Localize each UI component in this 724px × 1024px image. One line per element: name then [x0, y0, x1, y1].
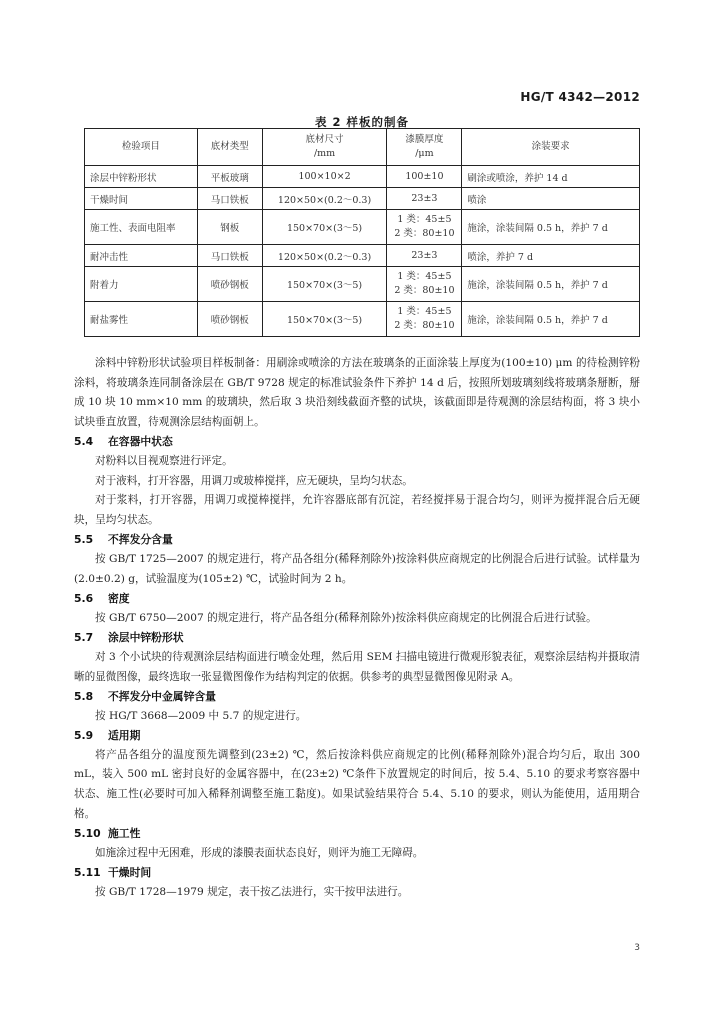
- cell-test-item: 施工性、表面电阻率: [85, 210, 198, 245]
- cell-test-item: 耐盐雾性: [85, 302, 198, 337]
- paragraph: 对于浆料，打开容器，用调刀或搅棒搅拌，允许容器底部有沉淀，若经搅拌易于混合均匀，则评为搅拌混合后无硬块，呈均匀状态。: [74, 494, 640, 526]
- header-substrate-type: 底材类型: [197, 129, 262, 166]
- cell-substrate-type: 喷砂钢板: [197, 267, 262, 302]
- section-heading: 5.10 施工性: [74, 827, 141, 841]
- table-row: [85, 245, 640, 267]
- cell-film-thickness: 23±3: [387, 245, 462, 267]
- section-heading: 5.6 密度: [74, 592, 130, 606]
- paragraph: 对 3 个小试块的待观测涂层结构面进行喷金处理，然后用 SEM 扫描电镜进行微观形貌表征，观察涂层结构并摄取清晰的显微图像，最终选取一张显微图像作为结构判定的依据。供参考的典型显微图像见附录 A。: [74, 650, 640, 683]
- table-row: [85, 188, 640, 210]
- cell-coating-requirement: 喷涂，养护 7 d: [462, 245, 640, 267]
- cell-coating-requirement: 施涂，涂装间隔 0.5 h，养护 7 d: [462, 267, 640, 302]
- cell-substrate-type: 马口铁板: [197, 245, 262, 267]
- table-title: 表 2 样板的制备: [314, 115, 409, 129]
- page-number: 3: [634, 943, 640, 953]
- section-heading: 5.4 在容器中状态: [74, 435, 173, 449]
- section-heading: 5.5 不挥发分含量: [74, 533, 173, 547]
- intro-paragraph: 涂料中锌粉形状试验项目样板制备：用刷涂或喷涂的方法在玻璃条的正面涂装上厚度为(100±10) μm 的待检测锌粉涂料，将玻璃条连同制备涂层在 GB/T 9728 规定的标准试验条件下养护 14 d 后，按照所划玻璃刻线将玻璃条掰断，掰成 10 块 10 mm×10 mm 的玻璃块，然后取 3 块沿刻线截面齐整的试块，该截面即是待观测的涂层结构面，将 3 块小试块垂直放置，待观测涂层结构面朝上。: [74, 357, 640, 428]
- cell-substrate-type: 钢板: [197, 210, 262, 245]
- paragraph: 对于液料，打开容器，用调刀或玻棒搅拌，应无硬块，呈均匀状态。: [95, 474, 413, 487]
- section-heading: 5.7 涂层中锌粉形状: [74, 631, 184, 645]
- cell-substrate-size: 150×70×(3～5): [262, 302, 387, 337]
- standard-code: HG/T 4342—2012: [520, 90, 640, 104]
- header-coating-requirement: 涂装要求: [462, 129, 640, 166]
- cell-substrate-size: 150×70×(3～5): [262, 210, 387, 245]
- cell-substrate-size: 100×10×2: [262, 166, 387, 188]
- paragraph: 如施涂过程中无困难，形成的漆膜表面状态良好，则评为施工无障碍。: [95, 846, 424, 859]
- cell-film-thickness: 1 类：45±5 2 类：80±10: [387, 267, 462, 302]
- cell-test-item: 附着力: [85, 267, 198, 302]
- paragraph: 对粉料以目视观察进行评定。: [95, 454, 233, 467]
- cell-coating-requirement: 刷涂或喷涂，养护 14 d: [462, 166, 640, 188]
- paragraph: 按 HG/T 3668—2009 中 5.7 的规定进行。: [95, 709, 307, 722]
- section-heading: 5.11 干燥时间: [74, 866, 152, 880]
- table-header-row: [85, 129, 640, 166]
- cell-test-item: 耐冲击性: [85, 245, 198, 267]
- paragraph: 按 GB/T 1725—2007 的规定进行，将产品各组分(稀释剂除外)按涂料供应商规定的比例混合后进行试验。试样量为(2.0±0.2) g，试验温度为(105±2) ℃，试验时间为 2 h。: [74, 552, 640, 585]
- section-heading: 5.8 不挥发分中金属锌含量: [74, 690, 216, 704]
- header-film-thickness: 漆膜厚度 /μm: [387, 129, 462, 166]
- table-row: [85, 302, 640, 337]
- cell-substrate-type: 喷砂钢板: [197, 302, 262, 337]
- table-row: [85, 267, 640, 302]
- cell-coating-requirement: 施涂，涂装间隔 0.5 h，养护 7 d: [462, 210, 640, 245]
- cell-coating-requirement: 施涂，涂装间隔 0.5 h，养护 7 d: [462, 302, 640, 337]
- cell-film-thickness: 100±10: [387, 166, 462, 188]
- table-row: [85, 210, 640, 245]
- cell-film-thickness: 23±3: [387, 188, 462, 210]
- cell-test-item: 干燥时间: [85, 188, 198, 210]
- cell-substrate-type: 平板玻璃: [197, 166, 262, 188]
- sample-preparation-table: [84, 128, 640, 337]
- paragraph: 按 GB/T 6750—2007 的规定进行，将产品各组分(稀释剂除外)按涂料供应商规定的比例混合后进行试验。: [95, 611, 597, 624]
- paragraph: 按 GB/T 1728—1979 规定，表干按乙法进行，实干按甲法进行。: [95, 886, 409, 899]
- header-test-item: 检验项目: [85, 129, 198, 166]
- cell-substrate-size: 150×70×(3～5): [262, 267, 387, 302]
- body-text: [74, 354, 640, 903]
- cell-film-thickness: 1 类：45±5 2 类：80±10: [387, 302, 462, 337]
- cell-film-thickness: 1 类：45±5 2 类：80±10: [387, 210, 462, 245]
- cell-test-item: 涂层中锌粉形状: [85, 166, 198, 188]
- cell-substrate-size: 120×50×(0.2～0.3): [262, 188, 387, 210]
- header-substrate-size: 底材尺寸 /mm: [262, 129, 387, 166]
- cell-substrate-size: 120×50×(0.2～0.3): [262, 245, 387, 267]
- cell-substrate-type: 马口铁板: [197, 188, 262, 210]
- section-heading: 5.9 适用期: [74, 729, 141, 743]
- paragraph: 将产品各组分的温度预先调整到(23±2) ℃，然后按涂料供应商规定的比例(稀释剂除外)混合均匀后，取出 300 mL，装入 500 mL 密封良好的金属容器中，在(23±2) ℃条件下放置规定的时间后，按 5.4、5.10 的要求考察容器中状态、施工性(必要时可加入稀释剂调整至施工黏度)。如果试验结果符合 5.4、5.10 的要求，则认为能使用，适用期合格。: [74, 748, 640, 820]
- table-row: [85, 166, 640, 188]
- cell-coating-requirement: 喷涂: [462, 188, 640, 210]
